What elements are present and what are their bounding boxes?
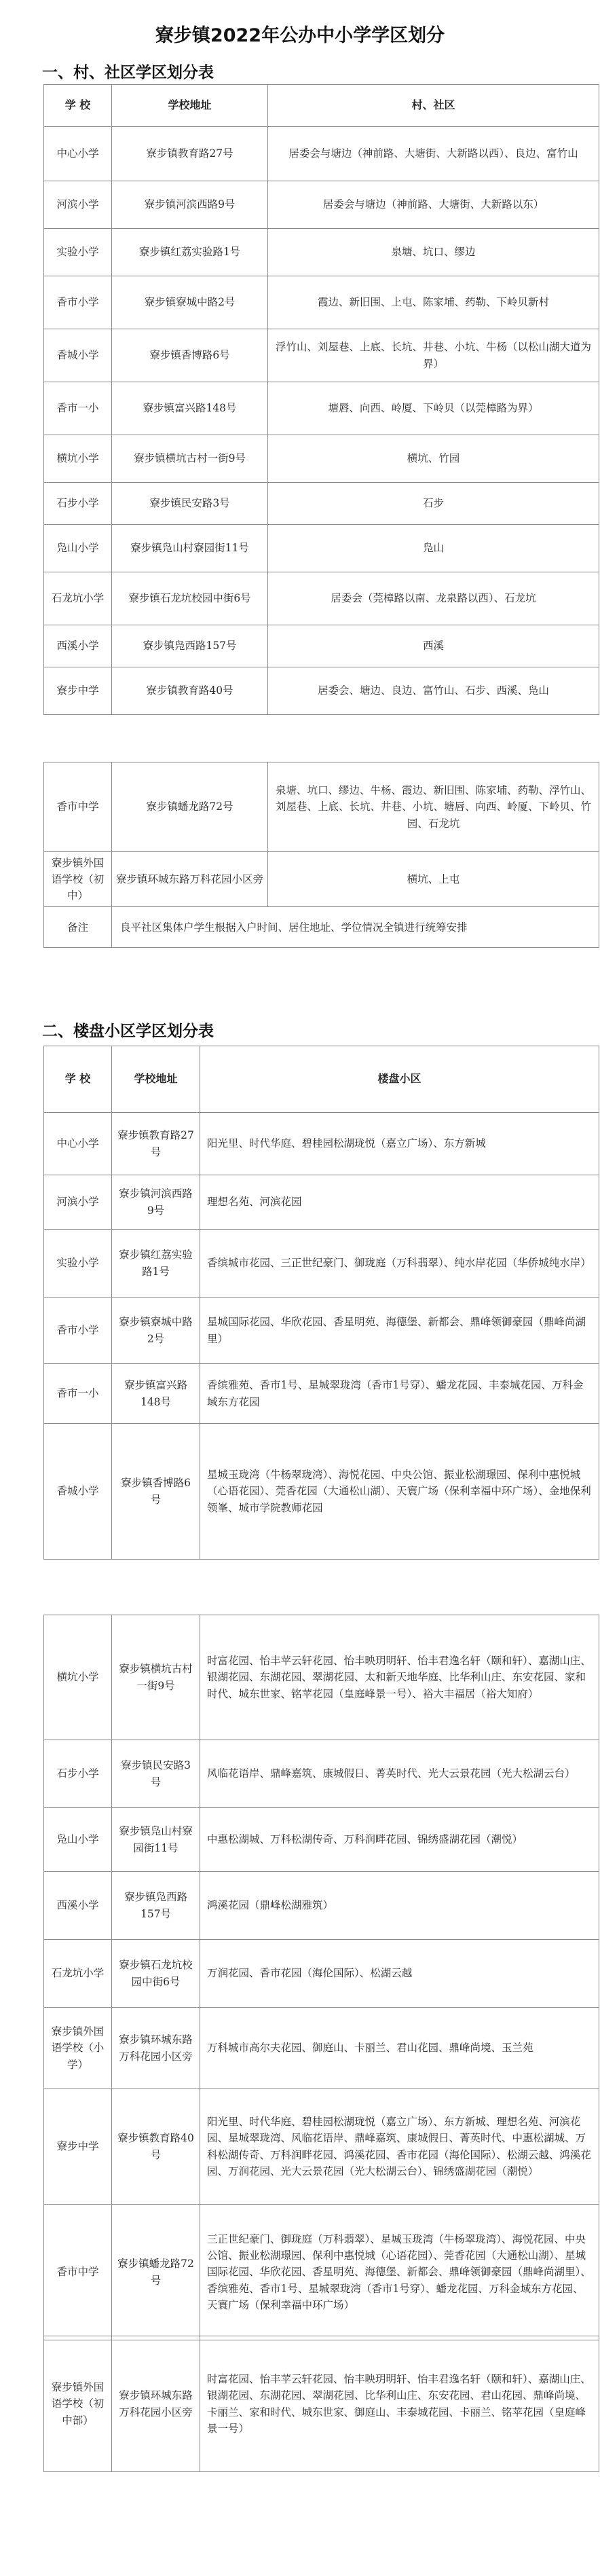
table-row [44, 127, 599, 181]
area-cell: 霞边、新旧围、上屯、陈家埔、药勒、下岭贝新村 [268, 276, 599, 329]
address-cell: 寮步镇民安路3号 [112, 483, 268, 525]
address-cell: 寮步镇凫西路157号 [112, 1872, 200, 1940]
area-cell: 良平社区集体户学生根据入户时间、居住地址、学位情况全镇进行统筹安排 [112, 907, 599, 948]
table-row [44, 181, 599, 229]
table-row [44, 276, 599, 329]
page-title: 寮步镇2022年公办中小学学区划分 [155, 25, 445, 46]
table-row [44, 1298, 599, 1364]
area-cell: 西溪 [268, 625, 599, 667]
area-cell: 香缤城市花园、三正世纪豪门、御珑庭（万科翡翠）、纯水岸花园（华侨城纯水岸） [200, 1230, 599, 1298]
area-cell: 星城玉珑湾（牛杨翠珑湾）、海悦花园、中央公馆、振业松湖璟园、保利中惠悦城（心语花园）、莞香花园（大通松山湖）、天寰广场（保利幸福中环广场）、金地保利领峯、城市学院教师花园 [200, 1424, 599, 1560]
address-cell: 寮步镇环城东路万科花园小区旁 [112, 852, 268, 907]
school-cell: 寮步镇外国语学校（初中部） [44, 2336, 112, 2472]
table-row [44, 435, 599, 483]
school-cell: 河滨小学 [44, 1175, 112, 1230]
school-cell: 香城小学 [44, 1424, 112, 1560]
address-cell: 寮步镇教育路40号 [112, 667, 268, 715]
village-district-table [43, 84, 599, 715]
school-cell: 香市一小 [44, 382, 112, 435]
header-address: 学校地址 [112, 1046, 200, 1113]
school-cell: 实验小学 [44, 229, 112, 276]
school-cell: 寮步镇外国语学校（小学） [44, 2008, 112, 2089]
school-cell: 寮步镇外国语学校（初中） [44, 852, 112, 907]
address-cell: 寮步镇横坑古村一街9号 [112, 1615, 200, 1740]
school-cell: 中心小学 [44, 1113, 112, 1175]
header-school: 学 校 [44, 1046, 112, 1113]
area-cell: 居委会、塘边、良边、富竹山、石步、西溪、凫山 [268, 667, 599, 715]
address-cell: 寮步镇教育路27号 [112, 127, 268, 181]
header-address: 学校地址 [112, 85, 268, 127]
table-row [44, 1364, 599, 1424]
address-cell: 寮步镇富兴路148号 [112, 1364, 200, 1424]
school-cell: 西溪小学 [44, 1872, 112, 1940]
address-cell: 寮步镇石龙坑校园中街6号 [112, 572, 268, 625]
table-row [44, 2205, 599, 2340]
table-row [44, 382, 599, 435]
address-cell: 寮步镇蟠龙路72号 [112, 762, 268, 852]
table-row [44, 572, 599, 625]
address-cell: 寮步镇河滨西路9号 [112, 1175, 200, 1230]
area-cell: 石步 [268, 483, 599, 525]
school-cell: 石步小学 [44, 483, 112, 525]
area-cell: 浮竹山、刘屋巷、上底、长坑、井巷、小坑、牛杨（以松山湖大道为界） [268, 329, 599, 382]
school-cell: 石龙坑小学 [44, 1940, 112, 2008]
school-cell: 中心小学 [44, 127, 112, 181]
area-cell: 凫山 [268, 525, 599, 572]
section-title-village: 一、村、社区学区划分表 [42, 64, 214, 81]
area-cell: 横坑、上屯 [268, 852, 599, 907]
table-row [44, 229, 599, 276]
school-cell: 香市小学 [44, 1298, 112, 1364]
address-cell: 寮步镇横坑古村一街9号 [112, 435, 268, 483]
address-cell: 寮步镇凫西路157号 [112, 625, 268, 667]
address-cell: 寮步镇香博路6号 [112, 1424, 200, 1560]
table-row [44, 1940, 599, 2008]
header-area: 村、社区 [268, 85, 599, 127]
area-cell: 香缤雅苑、香市1号、星城翠珑湾（香市1号穿）、蟠龙花园、丰泰城花园、万科金域东方花园 [200, 1364, 599, 1424]
school-cell: 横坑小学 [44, 435, 112, 483]
area-cell: 居委会与塘边（神前路、大塘街、大新路以东） [268, 181, 599, 229]
table-row [44, 525, 599, 572]
area-cell: 星城国际花园、华欣花园、香星明苑、海德堡、新都会、鼎峰领御豪园（鼎峰尚湖里） [200, 1298, 599, 1364]
area-cell: 阳光里、时代华庭、碧桂园松湖珑悦（嘉立广场）、东方新城、理想名苑、河滨花园、星城翠珑湾、风临花语岸、鼎峰嘉筑、康城假日、菁英时代、中惠松湖城、万科松湖传奇、万科润畔花园、鸿溪花园、香市花园（海伦国际）、松湖云越、鸿溪花园、万润花园、光大云景花园（光大松湖云台）、锦绣盛湖花园（潮悦） [200, 2089, 599, 2205]
school-cell: 西溪小学 [44, 625, 112, 667]
table-row [44, 1740, 599, 1808]
address-cell: 寮步镇富兴路148号 [112, 382, 268, 435]
area-cell: 理想名苑、河滨花园 [200, 1175, 599, 1230]
complex-district-table-continued-2 [43, 2336, 599, 2472]
table-row [44, 762, 599, 852]
school-cell: 香城小学 [44, 329, 112, 382]
area-cell: 鸿溪花园（鼎峰松湖雅筑） [200, 1872, 599, 1940]
area-cell: 泉塘、坑口、缪边、牛杨、霞边、新旧围、陈家埔、药勒、浮竹山、刘屋巷、上底、长坑、井巷、小坑、塘唇、向西、岭厦、下岭贝、竹园、石龙坑 [268, 762, 599, 852]
school-cell: 备注 [44, 907, 112, 948]
area-cell: 阳光里、时代华庭、碧桂园松湖珑悦（嘉立广场）、东方新城 [200, 1113, 599, 1175]
address-cell: 寮步镇河滨西路9号 [112, 181, 268, 229]
table-row [44, 329, 599, 382]
table-row [44, 483, 599, 525]
school-cell: 寮步中学 [44, 667, 112, 715]
area-cell: 中惠松湖城、万科松湖传奇、万科润畔花园、锦绣盛湖花园（潮悦） [200, 1808, 599, 1872]
school-cell: 香市中学 [44, 2205, 112, 2340]
table-row [44, 1872, 599, 1940]
table-row [44, 625, 599, 667]
address-cell: 寮步镇教育路40号 [112, 2089, 200, 2205]
area-cell: 万科城市高尔夫花园、御庭山、卡丽兰、君山花园、鼎峰尚境、玉兰苑 [200, 2008, 599, 2089]
village-district-table-continued [43, 762, 599, 948]
address-cell: 寮步镇蟠龙路72号 [112, 2205, 200, 2340]
address-cell: 寮步镇寮城中路2号 [112, 276, 268, 329]
table-row [44, 667, 599, 715]
table-row [44, 2089, 599, 2205]
section-title-complex: 二、楼盘小区学区划分表 [42, 1023, 214, 1040]
area-cell: 居委会（莞樟路以南、龙泉路以西）、石龙坑 [268, 572, 599, 625]
table-row [44, 2008, 599, 2089]
area-cell: 时富花园、怡丰苹云轩花园、怡丰映玥明轩、怡丰君逸名轩（颐和轩）、嘉湖山庄、银湖花园、东湖花园、翠湖花园、太和新天地华庭、比华利山庄、东安花园、家和时代、城东世家、铭苹花园（皇庭峰景一号）、裕大丰福居（裕大知府） [200, 1615, 599, 1740]
school-cell: 石龙坑小学 [44, 572, 112, 625]
table-row [44, 1424, 599, 1560]
address-cell: 寮步镇石龙坑校园中街6号 [112, 1940, 200, 2008]
address-cell: 寮步镇环城东路万科花园小区旁 [112, 2336, 200, 2472]
complex-district-table [43, 1046, 599, 1560]
table-row [44, 907, 599, 948]
address-cell: 寮步镇民安路3号 [112, 1740, 200, 1808]
area-cell: 三正世纪豪门、御珑庭（万科翡翠）、星城玉珑湾（牛杨翠珑湾）、海悦花园、中央公馆、振业松湖璟园、保利中惠悦城（心语花园）、莞香花园（大通松山湖）、星城国际花园、华欣花园、香星明苑、海德堡、新都会、鼎峰领御豪园（鼎峰尚湖里）、香缤雅苑、香市1号、星城翠珑湾（香市1号穿）、蟠龙花园、万科金域东方花园、天寰广场（保利幸福中环广场） [200, 2205, 599, 2340]
area-cell: 居委会与塘边（神前路、大塘街、大新路以西）、良边、富竹山 [268, 127, 599, 181]
address-cell: 寮步镇教育路27号 [112, 1113, 200, 1175]
table-row [44, 1113, 599, 1175]
area-cell: 时富花园、怡丰苹云轩花园、怡丰映玥明轩、怡丰君逸名轩（颐和轩）、嘉湖山庄、银湖花园、东湖花园、翠湖花园、比华利山庄、东安花园、君山花园、鼎峰尚境、卡丽兰、家和时代、城东世家、御庭山、丰泰城花园、卡丽兰、铭苹花园（皇庭峰景一号） [200, 2336, 599, 2472]
table-row [44, 1808, 599, 1872]
school-cell: 凫山小学 [44, 525, 112, 572]
table-row [44, 1615, 599, 1740]
table-row [44, 1230, 599, 1298]
school-cell: 香市一小 [44, 1364, 112, 1424]
area-cell: 塘唇、向西、岭厦、下岭贝（以莞樟路为界） [268, 382, 599, 435]
table-row [44, 852, 599, 907]
area-cell: 横坑、竹园 [268, 435, 599, 483]
address-cell: 寮步镇凫山村寮园街11号 [112, 1808, 200, 1872]
school-cell: 实验小学 [44, 1230, 112, 1298]
school-cell: 香市小学 [44, 276, 112, 329]
header-school: 学 校 [44, 85, 112, 127]
address-cell: 寮步镇环城东路万科花园小区旁 [112, 2008, 200, 2089]
school-cell: 石步小学 [44, 1740, 112, 1808]
school-cell: 香市中学 [44, 762, 112, 852]
table-row [44, 2336, 599, 2472]
area-cell: 泉塘、坑口、缪边 [268, 229, 599, 276]
school-cell: 河滨小学 [44, 181, 112, 229]
address-cell: 寮步镇红荔实验路1号 [112, 229, 268, 276]
school-cell: 寮步中学 [44, 2089, 112, 2205]
table-row [44, 1175, 599, 1230]
header-area: 楼盘小区 [200, 1046, 599, 1113]
school-cell: 横坑小学 [44, 1615, 112, 1740]
area-cell: 万润花园、香市花园（海伦国际）、松湖云越 [200, 1940, 599, 2008]
school-cell: 凫山小学 [44, 1808, 112, 1872]
complex-district-table-continued [43, 1615, 599, 2340]
address-cell: 寮步镇香博路6号 [112, 329, 268, 382]
address-cell: 寮步镇凫山村寮园街11号 [112, 525, 268, 572]
address-cell: 寮步镇寮城中路2号 [112, 1298, 200, 1364]
area-cell: 风临花语岸、鼎峰嘉筑、康城假日、菁英时代、光大云景花园（光大松湖云台） [200, 1740, 599, 1808]
address-cell: 寮步镇红荔实验路1号 [112, 1230, 200, 1298]
